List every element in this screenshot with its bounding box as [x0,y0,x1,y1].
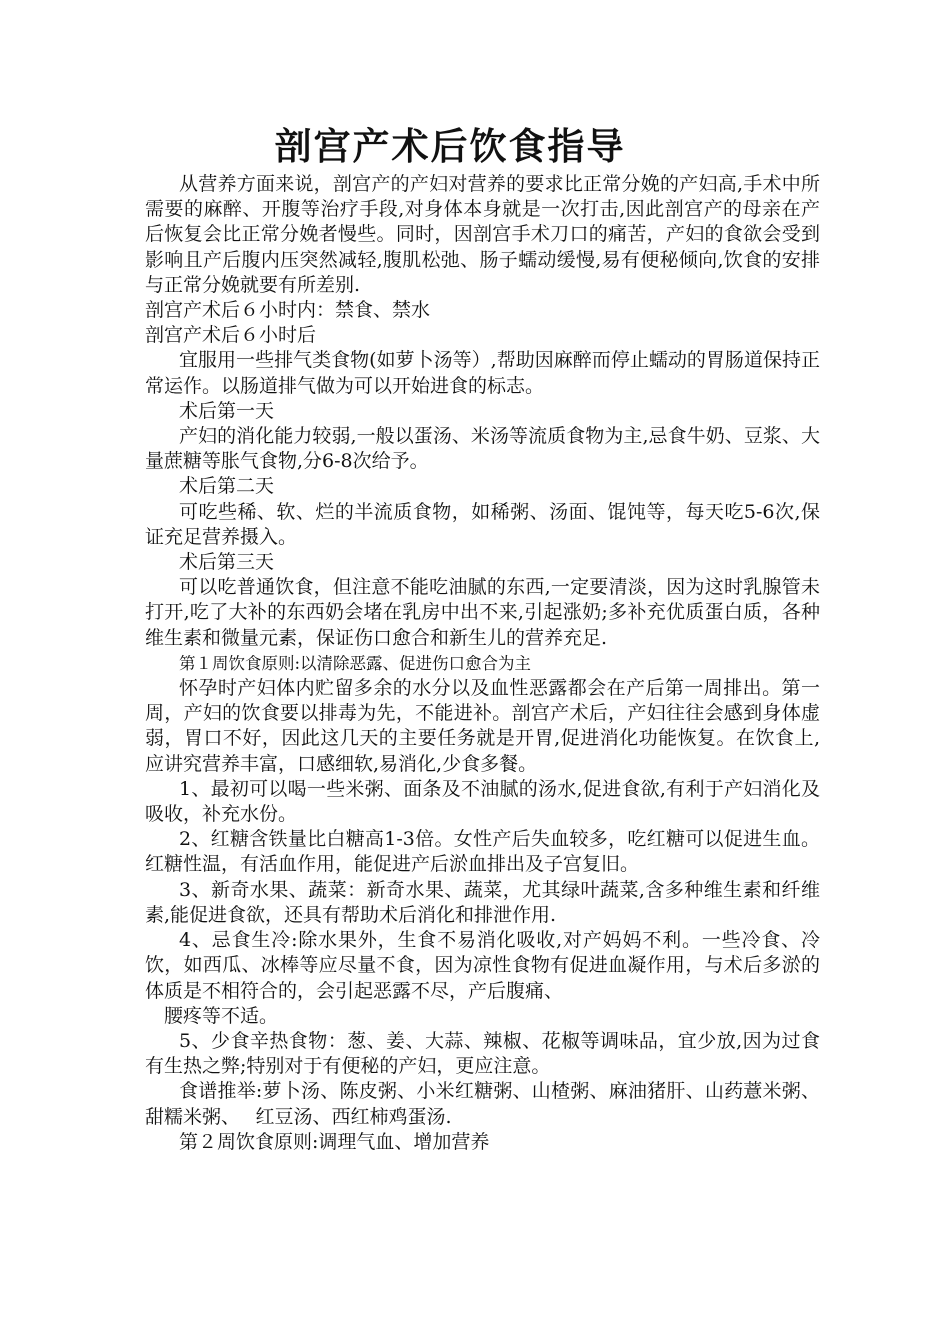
section-heading-week1: 第１周饮食原则:以清除恶露、促进伤口愈合为主 [179,653,532,673]
paragraph-day2: 可吃些稀、软、烂的半流质食物，如稀粥、汤面、馄饨等，每天吃5-6次,保证充足营养摄入。 [145,500,820,548]
document-body [145,172,820,1155]
section-heading-day2: 术后第二天 [179,475,275,498]
list-item-3: 3、新奇水果、蔬菜：新奇水果、蔬菜，尤其绿叶蔬菜,含多种维生素和纤维素,能促进食欲，还具有帮助术后消化和排泄作用. [145,878,820,926]
section-heading-day1: 术后第一天 [179,399,275,422]
list-item-4: 4、忌食生冷:除水果外，生食不易消化吸收,对产妈妈不利。一些冷食、冷饮，如西瓜、冰棒等应尽量不食，因为凉性食物有促进血凝作用，与术后多淤的体质是不相符合的，会引起恶露不尽，产后腹痛、 [145,929,820,1002]
list-item-2: 2、红糖含铁量比白糖高1-3倍。女性产后失血较多，吃红糖可以促进生血。红糖性温，有活血作用，能促进产后淤血排出及子宫复旧。 [145,828,820,876]
section-heading-fasting: 剖宫产术后６小时内：禁食、禁水 [145,299,431,322]
section-heading-after-6h: 剖宫产术后６小时后 [145,324,317,347]
document-title: 剖宫产术后饮食指导 [274,125,626,168]
paragraph-week1: 怀孕时产妇体内贮留多余的水分以及血性恶露都会在产后第一周排出。第一周，产妇的饮食要以排毒为先，不能进补。剖宫产术后，产妇往往会感到身体虚弱，胃口不好，因此这几天的主要任务就是开胃,促进消化功能恢复。在饮食上,应讲究营养丰富，口感细软,易消化,少食多餐。 [145,677,820,775]
section-heading-day3: 术后第三天 [179,551,275,574]
list-item-5: 5、少食辛热食物：葱、姜、大蒜、辣椒、花椒等调味品，宜少放,因为过食有生热之弊;特别对于有便秘的产妇，更应注意。 [145,1029,820,1078]
paragraph-after-6h: 宜服用一些排气类食物(如萝卜汤等）,帮助因麻醉而停止蠕动的胃肠道保持正常运作。以肠道排气做为可以开始进食的标志。 [145,349,820,397]
list-item-4-continued: 腰疼等不适。 [164,1004,279,1027]
section-heading-week2: 第２周饮食原则:调理气血、增加营养 [179,1130,490,1153]
paragraph-day3: 可以吃普通饮食，但注意不能吃油腻的东西,一定要清淡，因为这时乳腺管未打开,吃了大补的东西奶会堵在乳房中出不来,引起涨奶;多补充优质蛋白质，各种维生素和微量元素，保证伤口愈合和新生儿的营养充足. [145,576,820,649]
recipe-recommendation: 食谱推举:萝卜汤、陈皮粥、小米红糖粥、山楂粥、麻油猪肝、山药薏米粥、甜糯米粥、 红豆汤、西红柿鸡蛋汤. [145,1080,820,1128]
paragraph-day1: 产妇的消化能力较弱,一般以蛋汤、米汤等流质食物为主,忌食牛奶、豆浆、大量蔗糖等胀气食物,分6-8次给予。 [145,425,820,473]
intro-paragraph: 从营养方面来说，剖宫产的产妇对营养的要求比正常分娩的产妇高,手术中所需要的麻醉、开腹等治疗手段,对身体本身就是一次打击,因此剖宫产的母亲在产后恢复会比正常分娩者慢些。同时，因剖宫手术刀口的痛苦，产妇的食欲会受到影响且产后腹内压突然减轻,腹肌松弛、肠子蠕动缓慢,易有便秘倾向,饮食的安排与正常分娩就要有所差别. [145,173,820,296]
list-item-1: 1、最初可以喝一些米粥、面条及不油腻的汤水,促进食欲,有利于产妇消化及吸收，补充水份。 [145,777,820,826]
